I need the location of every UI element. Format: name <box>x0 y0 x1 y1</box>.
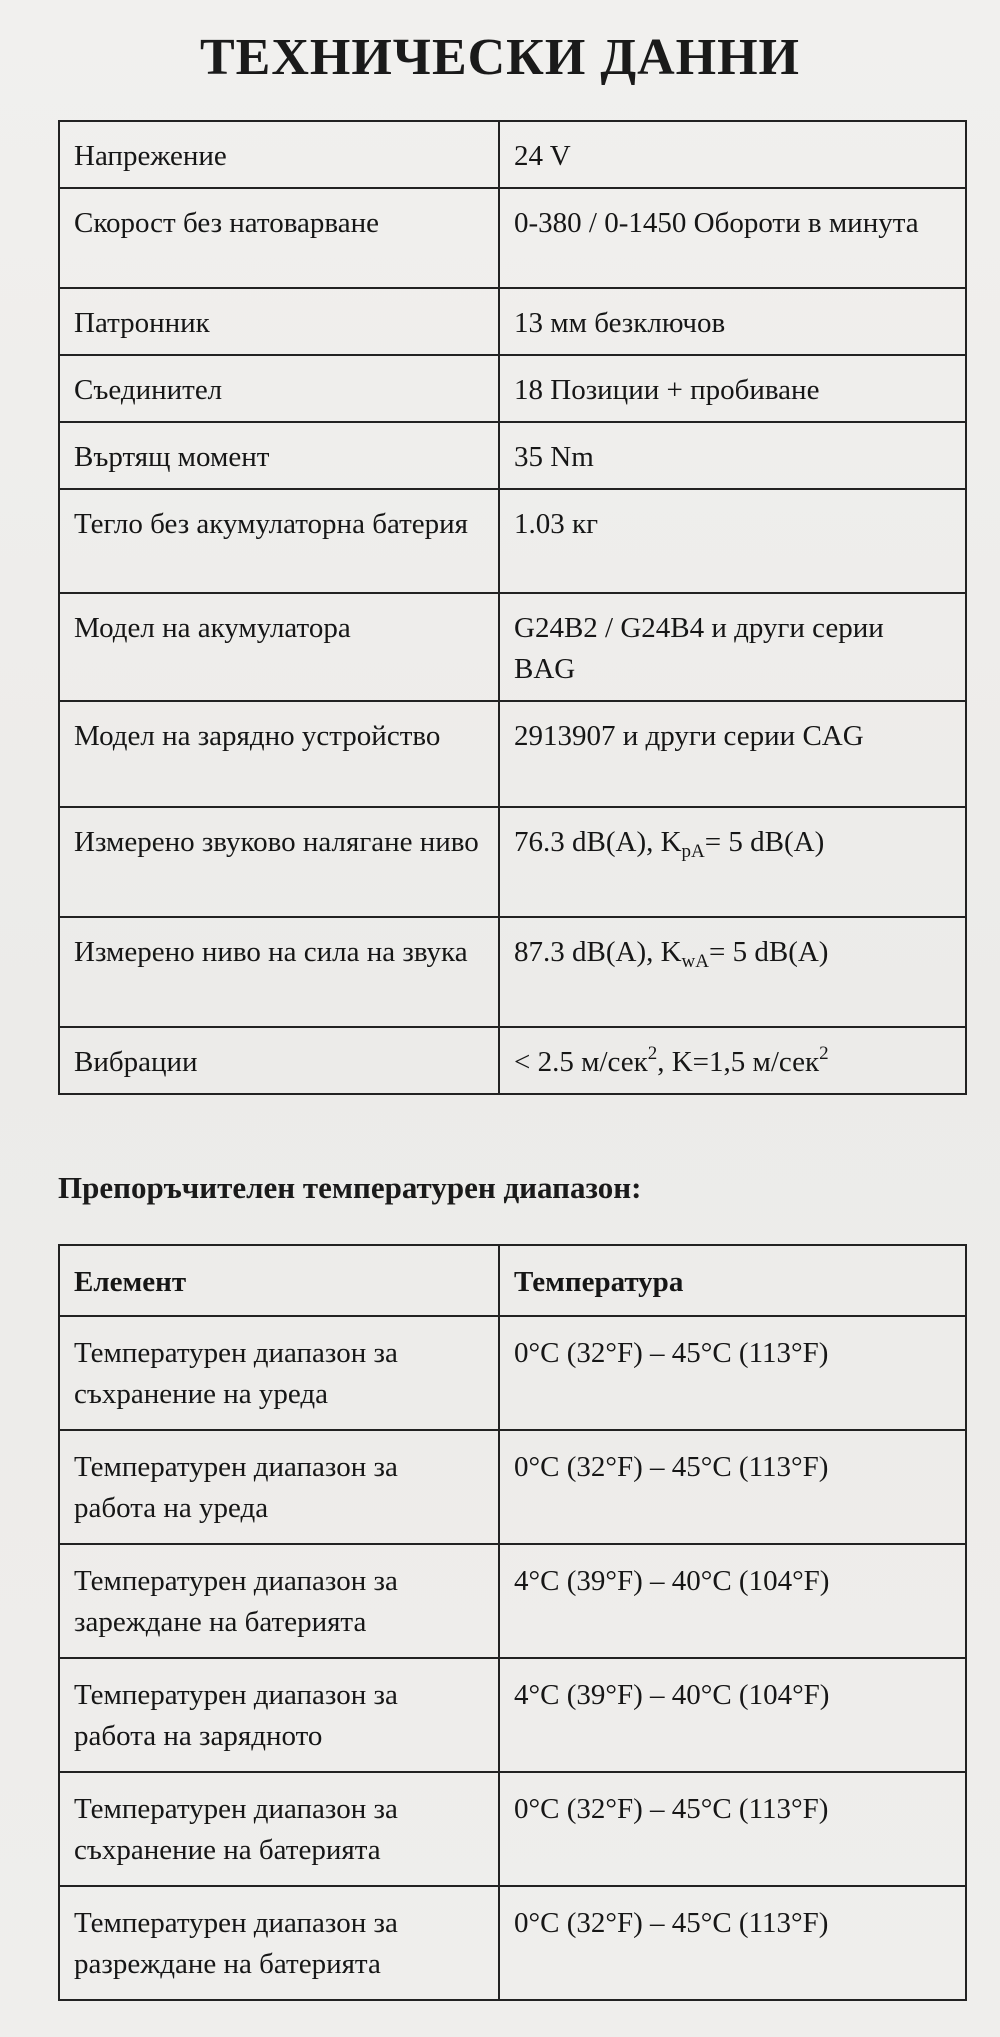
column-header-temperature: Температура <box>499 1245 966 1316</box>
spec-value <box>499 917 966 1027</box>
spec-label: Модел на акумулатора <box>59 593 499 701</box>
vibration-value-a: < 2.5 м/сек <box>514 1046 648 1078</box>
spec-value: 24 V <box>499 121 966 188</box>
spec-label: Измерено звуково налягане ниво <box>59 807 499 917</box>
spec-value: G24B2 / G24B4 и други серии BAG <box>499 593 966 701</box>
temp-element: Температурен диапазон за съхранение на батерията <box>59 1772 499 1886</box>
spec-value: 2913907 и други серии CAG <box>499 701 966 807</box>
swl-subscript: wA <box>681 951 709 972</box>
spec-value <box>499 1027 966 1094</box>
temp-range: 0°C (32°F) – 45°C (113°F) <box>499 1886 966 2000</box>
temp-element: Температурен диапазон за разреждане на батерията <box>59 1886 499 2000</box>
vibration-sup-b: 2 <box>819 1043 829 1064</box>
temp-heading: Препоръчителен температурен диапазон: <box>58 1170 642 1205</box>
spec-value: 0-380 / 0-1450 Обороти в минута <box>499 188 966 288</box>
temp-range: 4°C (39°F) – 40°C (104°F) <box>499 1544 966 1658</box>
spec-label: Скорост без натоварване <box>59 188 499 288</box>
spec-value: 35 Nm <box>499 422 966 489</box>
spec-value <box>499 807 966 917</box>
table-row <box>59 1430 966 1544</box>
spec-label: Патронник <box>59 288 499 355</box>
temp-range: 0°C (32°F) – 45°C (113°F) <box>499 1430 966 1544</box>
spl-subscript: pA <box>681 841 705 862</box>
temp-range: 0°C (32°F) – 45°C (113°F) <box>499 1316 966 1430</box>
table-row <box>59 917 966 1027</box>
temp-element: Температурен диапазон за съхранение на уреда <box>59 1316 499 1430</box>
table-row <box>59 1886 966 2000</box>
table-row <box>59 701 966 807</box>
table-row <box>59 1027 966 1094</box>
spec-label: Въртящ момент <box>59 422 499 489</box>
table-row <box>59 489 966 593</box>
table-row <box>59 288 966 355</box>
temp-range: 0°C (32°F) – 45°C (113°F) <box>499 1772 966 1886</box>
vibration-value-b: , K=1,5 м/сек <box>657 1046 820 1078</box>
temperature-table <box>58 1244 967 2001</box>
table-row <box>59 1544 966 1658</box>
spl-value: 76.3 dB(A), K <box>514 826 682 858</box>
spec-label: Тегло без акумулаторна батерия <box>59 489 499 593</box>
table-row <box>59 188 966 288</box>
table-row <box>59 121 966 188</box>
spec-label: Модел на зарядно устройство <box>59 701 499 807</box>
swl-value-rest: = 5 dB(A) <box>709 936 829 968</box>
table-row <box>59 1772 966 1886</box>
table-row <box>59 1316 966 1430</box>
column-header-element: Елемент <box>59 1245 499 1316</box>
table-header-row <box>59 1245 966 1316</box>
table-row <box>59 355 966 422</box>
spec-value: 1.03 кг <box>499 489 966 593</box>
temp-element: Температурен диапазон за зареждане на батерията <box>59 1544 499 1658</box>
table-row <box>59 593 966 701</box>
temp-range: 4°C (39°F) – 40°C (104°F) <box>499 1658 966 1772</box>
vibration-sup-a: 2 <box>647 1043 658 1064</box>
table-row <box>59 807 966 917</box>
temp-element: Температурен диапазон за работа на зарядното <box>59 1658 499 1772</box>
spec-label: Вибрации <box>59 1027 499 1094</box>
spec-label: Напрежение <box>59 121 499 188</box>
swl-value: 87.3 dB(A), K <box>514 936 682 968</box>
table-row <box>59 422 966 489</box>
spec-value: 18 Позиции + пробиване <box>499 355 966 422</box>
specs-table <box>58 120 967 1095</box>
spec-label: Съединител <box>59 355 499 422</box>
spec-label: Измерено ниво на сила на звука <box>59 917 499 1027</box>
table-row <box>59 1658 966 1772</box>
temp-element: Температурен диапазон за работа на уреда <box>59 1430 499 1544</box>
spl-value-rest: = 5 dB(A) <box>704 826 825 858</box>
page-title: ТЕХНИЧЕСКИ ДАННИ <box>199 29 801 86</box>
spec-value: 13 мм безключов <box>499 288 966 355</box>
